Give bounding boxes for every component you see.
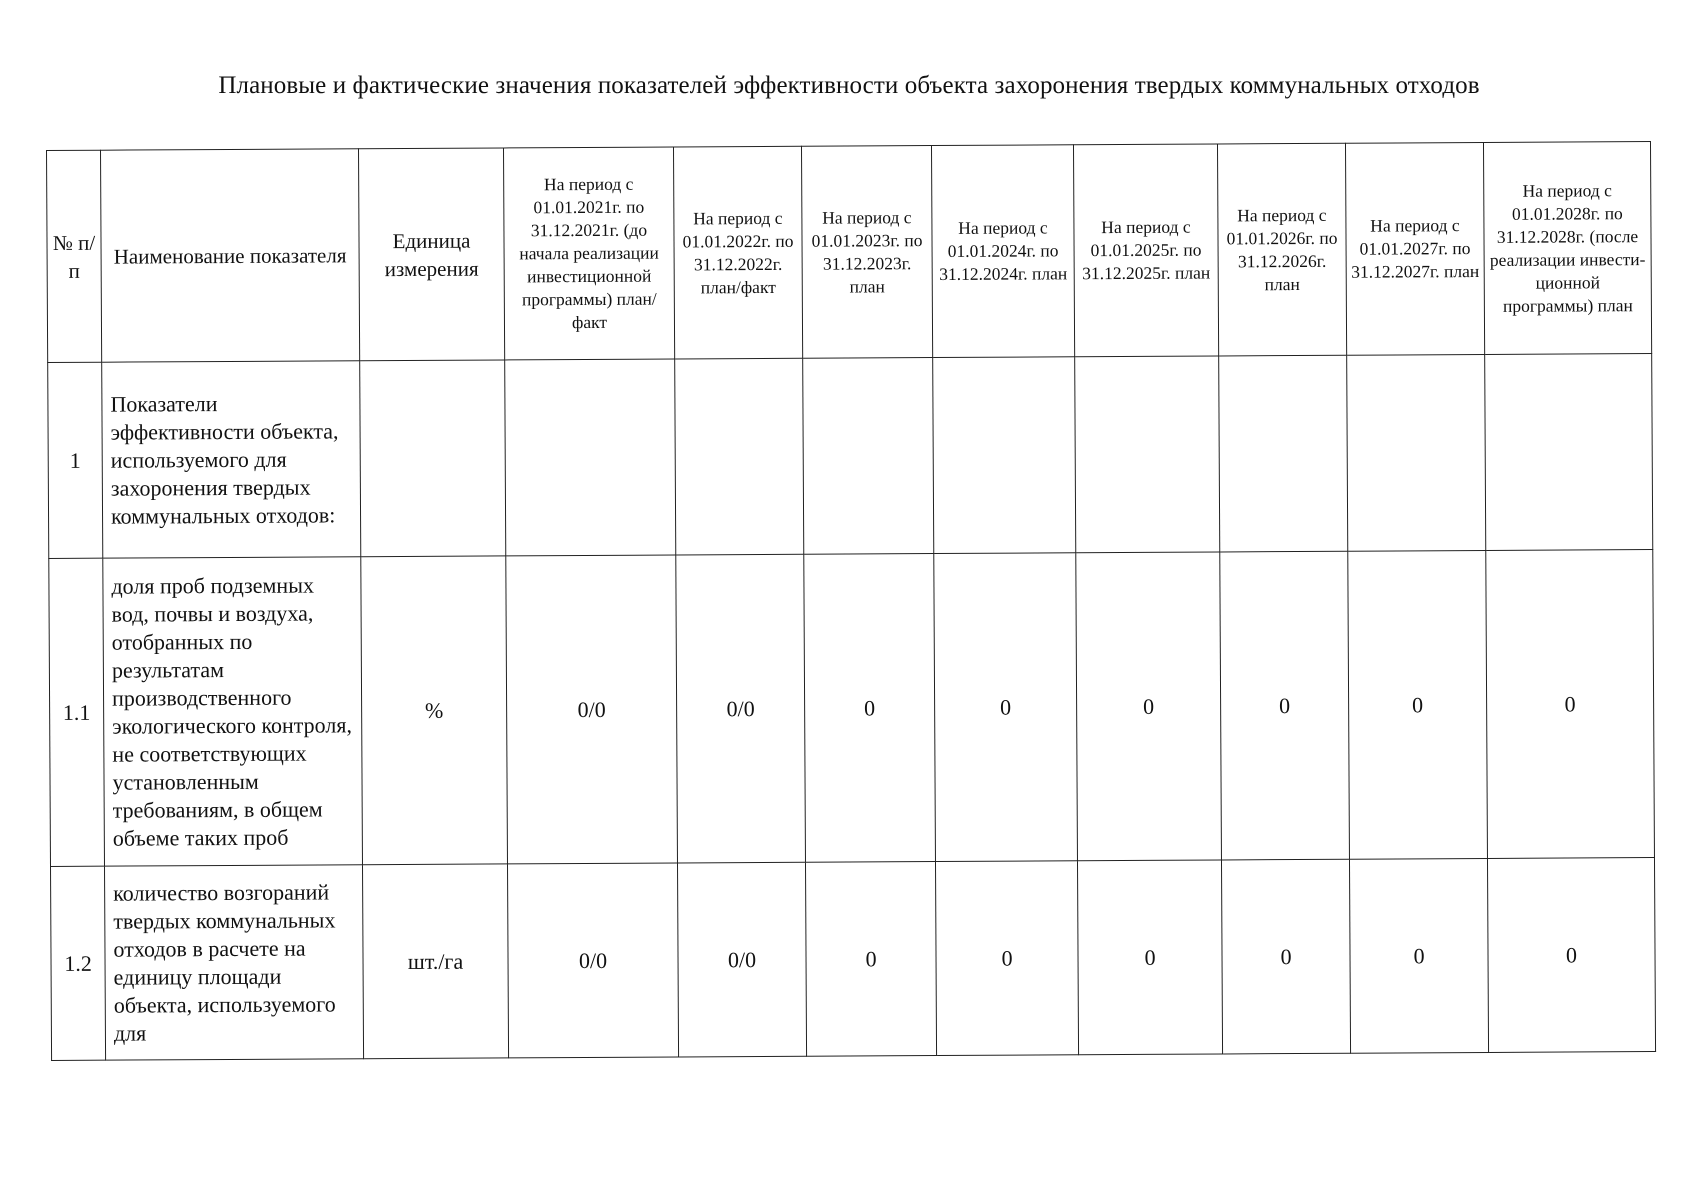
unit-cell: % [361, 556, 508, 865]
value-cell-2024: 0 [935, 861, 1078, 1056]
value-cell-2021: 0/0 [506, 555, 678, 864]
header-cell-unit: Единица измерения [358, 148, 504, 361]
row-number-cell: 1 [48, 362, 103, 558]
value-cell-2021 [505, 359, 676, 556]
table-row [51, 858, 1656, 1061]
value-cell-2027: 0 [1349, 858, 1488, 1053]
value-cell-2028: 0 [1487, 858, 1655, 1053]
header-cell-2022: На период с 01.01.2022г. по 31.12.2022г. план/факт [673, 146, 802, 359]
header-cell-2021: На период с 01.01.2021г. по 31.12.2021г. (до начала реализации инвестиционной программы) план/факт [503, 147, 674, 360]
unit-cell [360, 360, 506, 557]
table-header-row [47, 142, 1652, 363]
value-cell-2023: 0 [804, 554, 936, 863]
value-cell-2027: 0 [1348, 550, 1488, 859]
header-cell-2025: На период с 01.01.2025г. по 31.12.2025г. план [1073, 144, 1218, 357]
header-cell-number: № п/п [47, 150, 102, 362]
header-cell-2026: На период с 01.01.2026г. по 31.12.2026г. план [1217, 143, 1346, 356]
indicators-table [46, 141, 1656, 1061]
header-cell-2027: На период с 01.01.2027г. по 31.12.2027г. план [1345, 142, 1484, 355]
value-cell-2024: 0 [934, 553, 1078, 862]
value-cell-2025: 0 [1077, 860, 1222, 1055]
header-cell-name: Наименование показателя [101, 149, 360, 362]
table-row [49, 550, 1655, 867]
value-cell-2026: 0 [1221, 859, 1350, 1054]
indicator-name-cell: доля проб подземных вод, почвы и воздуха, отобранных по результатам производственного экологического контроля, не соответствующих установленным требованиям, в общем объеме таких проб [103, 557, 363, 866]
value-cell-2023: 0 [805, 862, 936, 1057]
value-cell-2028 [1485, 354, 1653, 551]
value-cell-2026: 0 [1220, 551, 1350, 860]
header-cell-2028: На период с 01.01.2028г. по 31.12.2028г. (после реализации инвести-ционной программы) план [1483, 142, 1651, 355]
row-number-cell: 1.2 [51, 866, 106, 1060]
document-title: Плановые и фактические значения показателей эффективности объекта захоронения твердых коммунальных отходов [218, 72, 1480, 99]
value-cell-2022: 0/0 [677, 862, 806, 1057]
header-cell-2024: На период с 01.01.2024г. по 31.12.2024г. план [931, 145, 1074, 358]
table-row [48, 354, 1653, 559]
value-cell-2026 [1219, 355, 1348, 552]
value-cell-2025: 0 [1076, 552, 1222, 861]
value-cell-2028: 0 [1486, 550, 1655, 859]
value-cell-2021: 0/0 [507, 863, 678, 1058]
header-cell-2023: На период с 01.01.2023г. по 31.12.2023г. план [801, 146, 932, 359]
value-cell-2022 [675, 358, 804, 555]
value-cell-2027 [1347, 354, 1486, 551]
row-number-cell: 1.1 [49, 558, 105, 866]
value-cell-2024 [933, 357, 1076, 554]
unit-cell: шт./га [362, 864, 508, 1059]
indicator-name-cell: количество возгораний твердых коммунальных отходов в расчете на единицу площади объекта, используемого для [105, 865, 364, 1060]
value-cell-2025 [1075, 356, 1220, 553]
indicator-name-cell: Показатели эффективности объекта, используемого для захоронения твердых коммунальных отходов: [102, 361, 361, 558]
value-cell-2023 [803, 358, 934, 555]
value-cell-2022: 0/0 [676, 554, 806, 863]
